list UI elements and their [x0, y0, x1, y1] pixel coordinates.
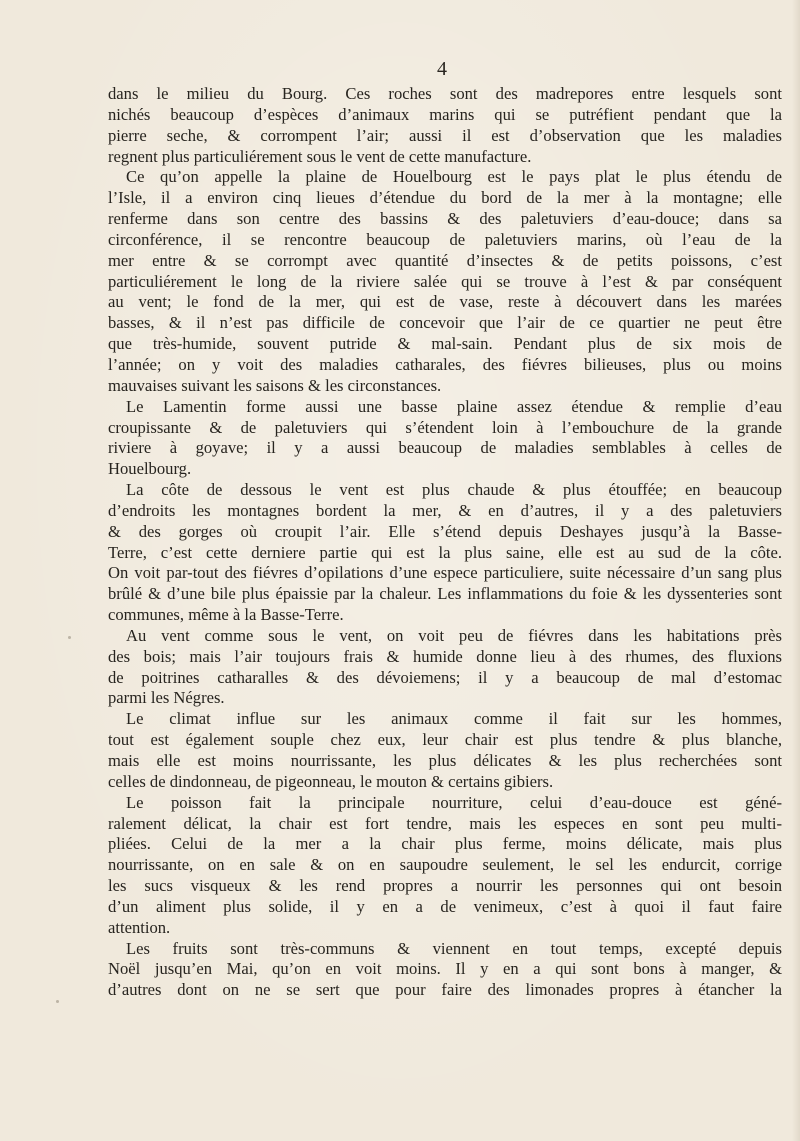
- paper-speck: [68, 636, 71, 639]
- text-line: Le climat influe sur les animaux comme il fait sur les hommes,: [126, 709, 782, 729]
- paragraph: [108, 939, 782, 1002]
- paper-speck: [56, 1000, 59, 1003]
- text-line: au vent; le fond de la mer, qui est de vase, reste à découvert dans les marées: [108, 292, 782, 312]
- page-edge-shadow: [792, 0, 800, 1141]
- paragraph: [108, 709, 782, 792]
- text-line: que très-humide, souvent putride & mal-sain. Pendant plus de six mois de: [108, 334, 782, 354]
- text-line: regnent plus particuliérement sous le vent de cette manufacture.: [108, 146, 532, 166]
- text-line: Le Lamentin forme aussi une basse plaine assez étendue & remplie d’eau: [126, 396, 782, 416]
- text-line: mauvaises suivant les saisons & les circonstances.: [108, 375, 442, 395]
- text-line: mais elle est moins nourrissante, les plus délicates & les plus recherchées sont: [108, 751, 782, 770]
- text-line: ralement délicat, la chair est fort tendre, mais les especes en sont peu multi-: [108, 813, 782, 833]
- text-line: nourrissante, on en sale & on en saupoudre seulement, le sel les endurcit, corrige: [108, 855, 782, 875]
- text-line: riviere à goyave; il y a aussi beaucoup de maladies semblables à celles de: [108, 438, 782, 458]
- text-wrap-block: On voit par-tout des fiévres d’opilations d’une espece particuliere, suite nécessaire d’un sang plus brûlé & d’une bile plus épaissie par la chaleur. Les inflammations du foie & les dyssenteries sont communes, même à la Basse-Terre.: [108, 563, 782, 625]
- paragraph: [108, 480, 782, 626]
- paragraph: [108, 84, 782, 167]
- text-line: Le poisson fait la principale nourriture, celui d’eau-douce est géné-: [126, 792, 782, 812]
- text-line: particuliérement le long de la riviere salée qui se trouve à l’est & par conséquent: [108, 271, 782, 291]
- text-line: les sucs visqueux & les rend propres a nourrir les personnes qui ont besoin: [108, 876, 782, 896]
- text-line: Au vent comme sous le vent, on voit peu de fiévres dans les habitations près: [126, 625, 782, 645]
- text-line: Ce qu’on appelle la plaine de Houelbourg est le pays plat le plus étendu de: [126, 167, 782, 187]
- text-line: l’année; on y voit des maladies catharales, des fiévres bilieuses, plus ou moins: [108, 354, 782, 374]
- text-line: Houelbourg.: [108, 459, 192, 479]
- text-line: dans le milieu du Bourg. Ces roches sont des madrepores entre lesquels sont: [108, 84, 782, 103]
- text-line: basses, & il n’est pas difficile de concevoir que l’air de ce quartier ne peut être: [108, 313, 782, 333]
- paragraph: [108, 167, 782, 396]
- text-line: La côte de dessous le vent est plus chaude & plus étouffée; en beaucoup: [126, 480, 782, 500]
- text-line: l’Isle, il a environ cinq lieues d’étendue du bord de la mer à la montagne; elle: [108, 188, 782, 208]
- paragraph: [108, 793, 782, 939]
- text-line: & des gorges où croupit l’air. Elle s’étend depuis Deshayes jusqu’à la Basse-: [108, 521, 782, 541]
- paper-speck: [770, 498, 773, 501]
- text-line: circonférence, il se rencontre beaucoup de paletuviers marins, où l’eau de la: [108, 229, 782, 249]
- body-text: [108, 84, 782, 1001]
- text-line: des bois; mais l’air toujours frais & humide donne lieu à des rhumes, des fluxions: [108, 646, 782, 666]
- text-line: Noël jusqu’en Mai, qu’on en voit moins. Il y en a qui sont bons à manger, &: [108, 959, 782, 979]
- text-line: Les fruits sont très-communs & viennent en tout temps, excepté depuis: [126, 938, 782, 958]
- text-line: de poitrines catharalles & des dévoiemens; il y a beaucoup de mal d’estomac: [108, 667, 782, 687]
- text-line: pliées. Celui de la mer a la chair plus ferme, moins délicate, mais plus: [108, 834, 782, 854]
- text-line: croupissante & de paletuviers qui s’étendent loin à l’embouchure de la grande: [108, 417, 782, 437]
- text-line: nichés beaucoup d’espèces d’animaux marins qui se putréfient pendant que la: [108, 104, 782, 124]
- paragraph: [108, 397, 782, 480]
- text-line: mer entre & se corrompt avec quantité d’insectes & de petits poissons, c’est: [108, 250, 782, 270]
- text-line: Terre, c’est cette derniere partie qui est la plus saine, elle est au sud de la côte.: [108, 542, 782, 562]
- text-line: attention.: [108, 917, 171, 937]
- page-number: 4: [437, 58, 447, 80]
- text-line: d’endroits les montagnes bordent la mer, & en d’autres, il y a des paletuviers: [108, 500, 782, 520]
- paragraph: [108, 626, 782, 709]
- text-line: parmi les Négres.: [108, 688, 225, 708]
- text-line: pierre seche, & corrompent l’air; aussi il est d’observation que les maladies: [108, 125, 782, 145]
- text-line: d’autres dont on ne se sert que pour faire des limonades propres à étancher la: [108, 980, 782, 1000]
- text-line: d’un aliment plus solide, il y en a de venimeux, c’est à quoi il faut faire: [108, 896, 782, 916]
- text-line: tout est également souple chez eux, leur chair est plus tendre & plus blanche,: [108, 730, 782, 750]
- text-line: renferme dans son centre des bassins & des paletuviers d’eau-douce; dans sa: [108, 209, 782, 229]
- text-line: celles de dindonneau, de pigeonneau, le mouton & certains gibiers.: [108, 771, 554, 791]
